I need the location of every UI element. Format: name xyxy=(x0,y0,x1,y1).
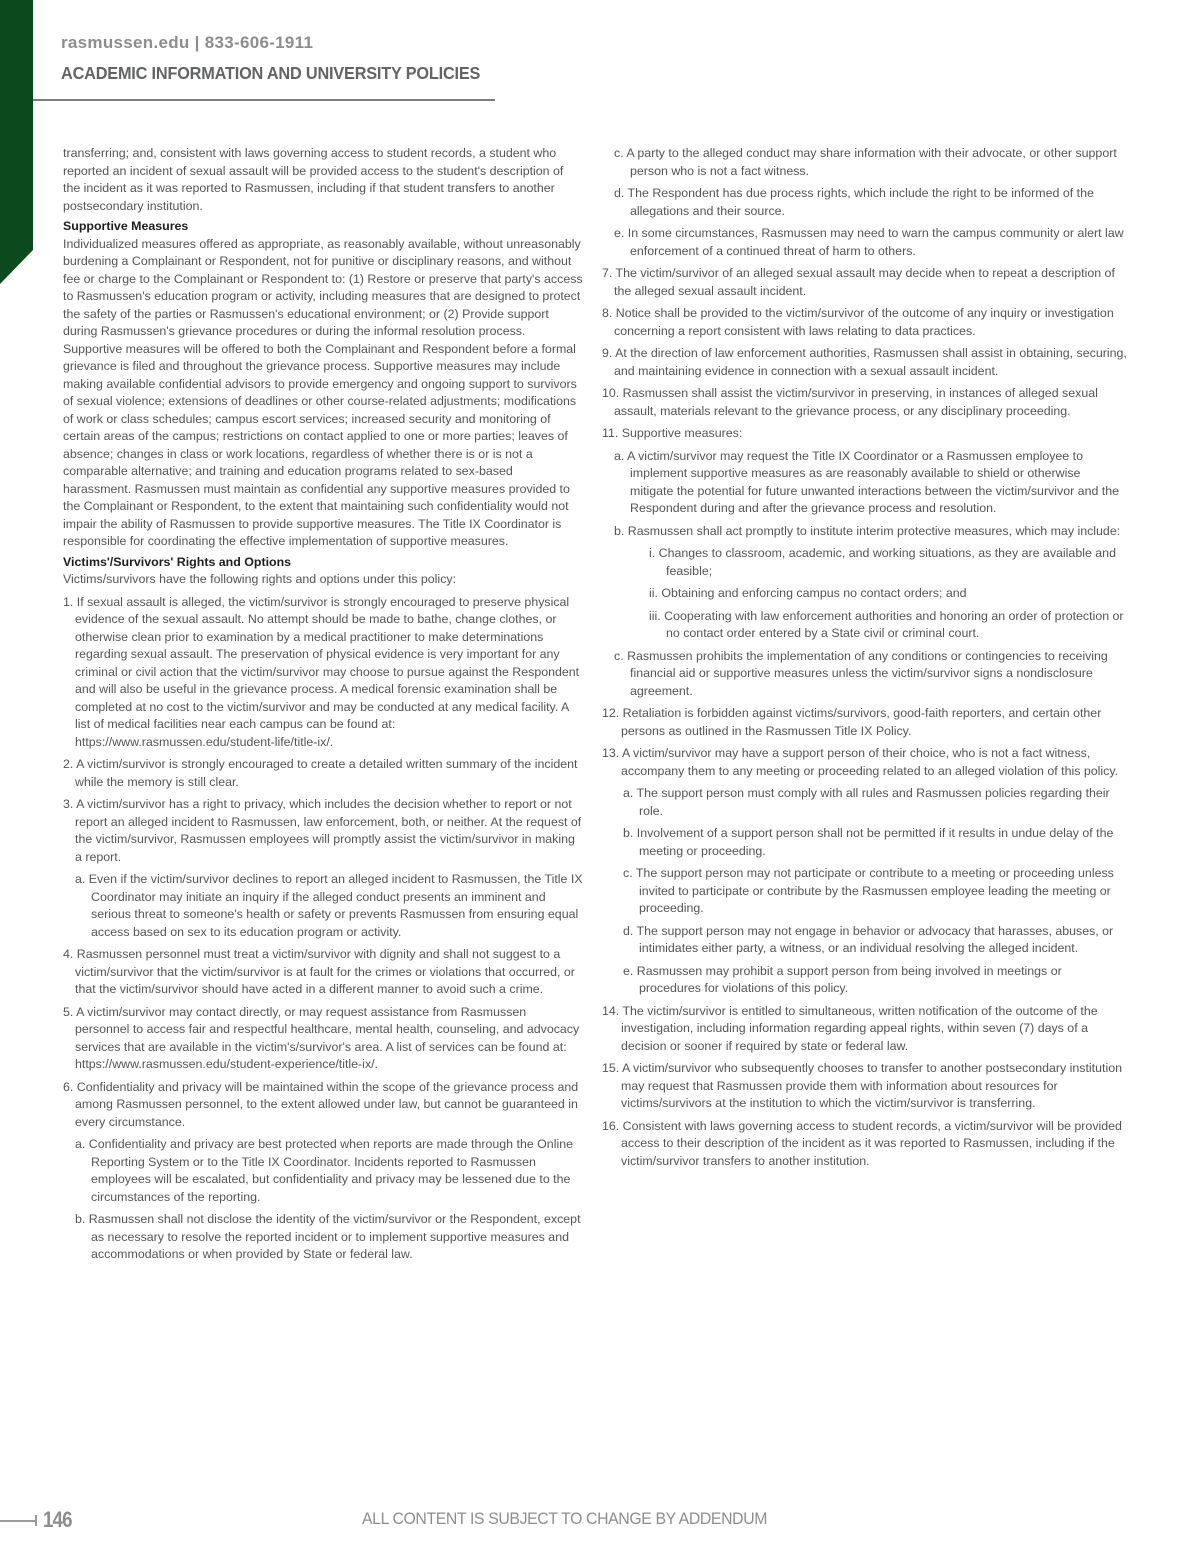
footer-disclaimer: ALL CONTENT IS SUBJECT TO CHANGE BY ADDENDUM xyxy=(362,1509,768,1528)
list-item: 16. Consistent with laws governing access to student records, a victim/survivor will be provided access to their description of the incident as it was reported to Rasmussen, including if the victim/survivor transfers to another institution. xyxy=(602,1118,1122,1168)
list-item: 7. The victim/survivor of an alleged sexual assault may decide when to repeat a description of the alleged sexual assault incident. xyxy=(602,266,1115,298)
section-title: ACADEMIC INFORMATION AND UNIVERSITY POLICIES xyxy=(61,63,481,83)
contact-info: rasmussen.edu | 833-606-1911 xyxy=(61,33,314,52)
footer-rule xyxy=(0,1520,36,1522)
footer-rule-tick xyxy=(35,1515,37,1526)
list-subsubitem: iii. Cooperating with law enforcement authorities and honoring an order of protection or no contact order entered by a State civil or criminal court. xyxy=(649,608,1124,640)
list-item: 3. A victim/survivor has a right to privacy, which includes the decision whether to report or not report an alleged incident to Rasmussen, law enforcement, both, or neither. At the request of the victim/survivor, Rasmussen employees will promptly assist the victim/survivor in making a report. xyxy=(63,797,582,864)
brand-side-band xyxy=(0,0,33,284)
supportive-measures-heading: Supportive Measures xyxy=(63,219,189,233)
list-subitem: c. Rasmussen prohibits the implementation of any conditions or contingencies to receiving financial aid or supportive measures unless the victim/survivor signs a nondisclosure agreement. xyxy=(614,648,1108,698)
list-item: 4. Rasmussen personnel must treat a victim/survivor with dignity and shall not suggest to a victim/survivor that the victim/survivor is at fault for the crimes or violations that occurred, or that the victim/survivor should have acted in a different manner to avoid such a crime. xyxy=(63,947,575,996)
list-subitem: a. Even if the victim/survivor declines to report an alleged incident to Rasmussen, the Title IX Coordinator may initiate an inquiry if the alleged conduct presents an imminent and serious threat to someone's health or safety or prevents Rasmussen from ensuring equal access based on sex to its education program or activity. xyxy=(75,872,583,939)
right-column xyxy=(602,145,1127,1170)
list-item: 2. A victim/survivor is strongly encouraged to create a detailed written summary of the incident while the memory is still clear. xyxy=(63,757,578,789)
list-item: 8. Notice shall be provided to the victim/survivor of the outcome of any inquiry or investigation concerning a report consistent with laws relating to data practices. xyxy=(602,306,1114,338)
page-number: 146 xyxy=(43,1507,72,1532)
list-subitem: c. The support person may not participate or contribute to a meeting or proceeding unless invited to participate or contribute by the Rasmussen employee leading the meeting or proceeding. xyxy=(623,866,1114,915)
list-item: 15. A victim/survivor who subsequently chooses to transfer to another postsecondary institution may request that Rasmussen provide them with information about resources for victims/survivors at the institution to which the victim/survivor is transferring. xyxy=(602,1061,1122,1110)
list-item: 9. At the direction of law enforcement authorities, Rasmussen shall assist in obtaining, securing, and maintaining evidence in connection with a sexual assault incident. xyxy=(602,346,1127,378)
list-subitem: d. The support person may not engage in behavior or advocacy that harasses, abuses, or intimidates either party, a witness, or an individual resolving the alleged incident. xyxy=(623,923,1114,955)
list-item: 5. A victim/survivor may contact directly, or may request assistance from Rasmussen personnel to access fair and respectful healthcare, mental health, counseling, and advocacy services that are available in the victim's/survivor's area. A list of services can be found at: https://www.rasmussen.edu/student-experience/title-ix/. xyxy=(63,1004,580,1071)
list-subitem: b. Rasmussen shall not disclose the identity of the victim/survivor or the Respondent, except as necessary to resolve the reported incident or to implement supportive measures and accommodations or when provided by State or federal law. xyxy=(75,1212,581,1261)
supportive-measures-body: Individualized measures offered as appropriate, as reasonably available, without unreasonably burdening a Complainant or Respondent, not for punitive or disciplinary reasons, and without fee or charge to the Complainant or Respondent to: (1) Restore or preserve that party's access to Rasmussen's education program or activity, including measures that are designed to protect the safety of the parties or Rasmussen's educational environment; or (2) Provide support during Rasmussen's grievance procedures or during the informal resolution process. Supportive measures will be offered to both the Complainant and Respondent before a formal grievance is filed and throughout the grievance process. Supportive measures may include making available confidential advisors to provide emergency and ongoing support to survivors of sexual violence; extensions of deadlines or other course-related adjustments; modifications of work or class schedules; campus escort services; increased security and monitoring of certain areas of the campus; restrictions on contact applied to one or more parties; leaves of absence; changes in class or work locations, regardless of whether there is or is not a comparable alternative; and training and education programs related to sex-based harassment. Rasmussen must maintain as confidential any supportive measures provided to the Complainant or Respondent, to the extent that maintaining such confidentiality would not impair the ability of Rasmussen to provide supportive measures. The Title IX Coordinator is responsible for coordinating the effective implementation of supportive measures. xyxy=(63,236,583,548)
list-item: 6. Confidentiality and privacy will be maintained within the scope of the grievance process and among Rasmussen personnel, to the extent allowed under law, but cannot be guaranteed in every circumstance. xyxy=(63,1079,579,1129)
left-column xyxy=(63,145,583,1264)
list-subitem: b. Rasmussen shall act promptly to institute interim protective measures, which may include: xyxy=(614,523,1121,538)
list-item: 11. Supportive measures: xyxy=(602,426,743,440)
list-subitem: d. The Respondent has due process rights, which include the right to be informed of the allegations and their source. xyxy=(614,186,1094,218)
list-item: 10. Rasmussen shall assist the victim/survivor in preserving, in instances of alleged sexual assault, materials relevant to the grievance process, or any disciplinary proceeding. xyxy=(602,386,1098,418)
rights-intro: Victims/survivors have the following rights and options under this policy: xyxy=(63,572,457,586)
list-item: 13. A victim/survivor may have a support person of their choice, who is not a fact witness, accompany them to any meeting or proceeding related to an alleged violation of this policy. xyxy=(602,746,1119,778)
intro-paragraph: transferring; and, consistent with laws governing access to student records, a student who reported an incident of sexual assault will be provided access to the student's description of the incident as it was reported to Rasmussen, including if that student transfers to another postsecondary institution. xyxy=(63,146,564,213)
list-subitem: a. A victim/survivor may request the Title IX Coordinator or a Rasmussen employee to implement supportive measures as are reasonably available to shield or otherwise mitigate the potential for future unwanted interactions between the victim/survivor and the Respondent during and after the grievance process and resolution. xyxy=(614,448,1120,515)
list-item: 14. The victim/survivor is entitled to simultaneous, written notification of the outcome of the investigation, including information regarding appeal rights, within seven (7) days of a decision or sooner if required by state or federal law. xyxy=(602,1003,1098,1053)
page-header xyxy=(61,32,495,84)
list-subitem: a. The support person must comply with all rules and Rasmussen policies regarding their role. xyxy=(623,786,1110,818)
list-subsubitem: i. Changes to classroom, academic, and working situations, as they are available and feasible; xyxy=(649,546,1116,578)
list-subitem: e. In some circumstances, Rasmussen may need to warn the campus community or alert law enforcement of a continued threat of harm to others. xyxy=(614,226,1124,258)
list-subitem: b. Involvement of a support person shall not be permitted if it results in undue delay of the meeting or proceeding. xyxy=(623,826,1114,858)
list-subitem: e. Rasmussen may prohibit a support person from being involved in meetings or procedures for violations of this policy. xyxy=(623,963,1062,995)
list-subsubitem: ii. Obtaining and enforcing campus no contact orders; and xyxy=(649,586,967,600)
list-subitem: a. Confidentiality and privacy are best protected when reports are made through the Online Reporting System or to the Title IX Coordinator. Incidents reported to Rasmussen employees will be escalated, but confidentiality and privacy may be lessened due to the circumstances of the reporting. xyxy=(75,1137,573,1204)
list-item: 12. Retaliation is forbidden against victims/survivors, good-faith reporters, and certain other persons as outlined in the Rasmussen Title IX Policy. xyxy=(602,706,1102,738)
header-divider xyxy=(33,99,495,101)
rights-heading: Victims'/Survivors' Rights and Options xyxy=(63,554,292,569)
list-subitem: c. A party to the alleged conduct may share information with their advocate, or other support person who is not a fact witness. xyxy=(614,146,1117,178)
list-item: 1. If sexual assault is alleged, the victim/survivor is strongly encouraged to preserve physical evidence of the sexual assault. No attempt should be made to bathe, change clothes, or otherwise clean prior to examination by a medical practitioner to make determinations regarding sexual assault. The preservation of physical evidence is very important for any criminal or civil action that the victim/survivor may choose to pursue against the Respondent and will also be useful in the grievance process. A medical forensic examination shall be completed at no cost to the victim/survivor and may be conducted at any medical facility. A list of medical facilities near each campus can be found at: https://www.rasmussen.edu/student-life/title-ix/. xyxy=(63,594,580,749)
